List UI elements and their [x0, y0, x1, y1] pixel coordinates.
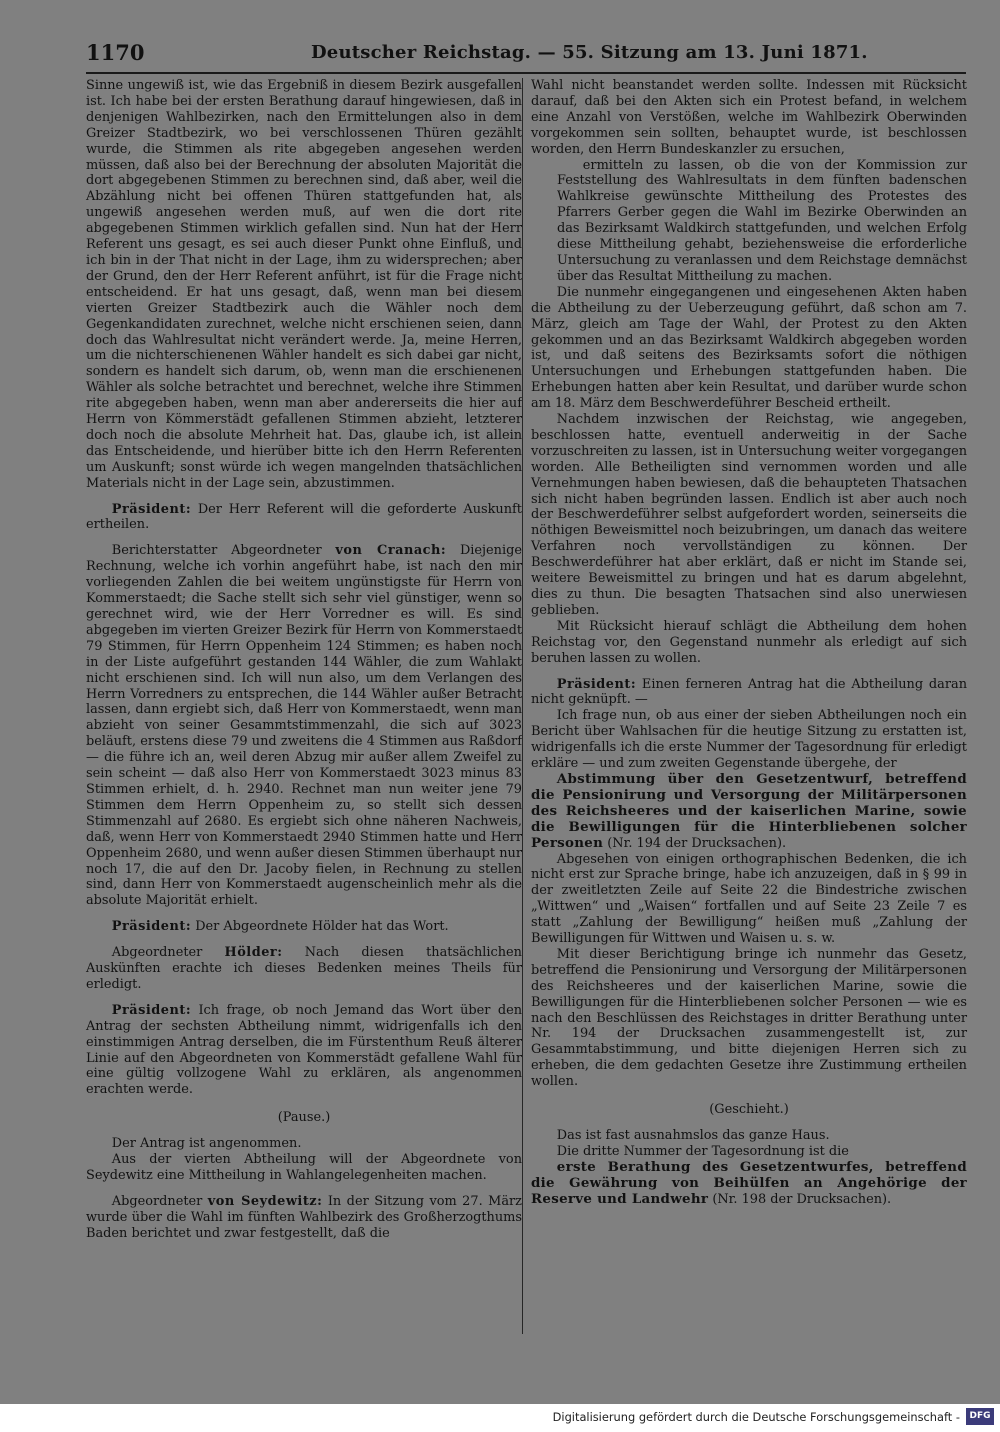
speaker-name: Präsident: — [111, 501, 192, 517]
paragraph: Mit dieser Berichtigung bringe ich nunmehr das Gesetz, betreffend die Pensionirung und Versorgung der Militärpersonen des Reichsheeres und der kaiserlichen Marine, sowie die Bewilligungen für die Hinterbliebenen solcher Personen — wie es nach den Beschlüssen des Reichstages in dritter Berathung unter Nr. 194 der Drucksachen zusammengestellt ist, zur Gesammtabstimmung, und bitte diejenigen Herren sich zu erheben, die dem gedachten Gesetze ihre Zustimmung ertheilen wollen. — [531, 946, 967, 1090]
agenda-title: erste Berathung des Gesetzentwurfes, betreffend die Gewährung von Beihülfen an Angehörige der Reserve und Landwehr — [531, 1158, 967, 1207]
speaker-name: von Seydewitz: — [207, 1193, 323, 1209]
paragraph — [86, 945, 522, 993]
paragraph — [86, 543, 522, 909]
paragraph: Die dritte Nummer der Tagesordnung ist die — [556, 1143, 849, 1159]
speaker-name: Präsident: — [111, 919, 192, 935]
quoted-resolution: ermitteln zu lassen, ob die von der Kommission zur Feststellung des Wahlresultats in dem fünften badenschen Wahlkreise gewünschte Mittheilung des Protestes des Pfarrers Gerber gegen die Wahl im Bezirke Oberwinden an das Bezirksamt Waldkirch stattgefunden, und welchen Erfolg diese Mittheilung gehabt, beziehensweise die erforderliche Untersuchung zu veranlassen und dem Reichstage demnächst über das Resultat Mittheilung zu machen. — [557, 157, 967, 284]
speech-text: Nach diesen thatsächlichen Auskünften erachte ich dieses Bedenken meines Theils für erledigt. — [86, 945, 522, 992]
paragraph — [86, 1003, 522, 1098]
running-title: Deutscher Reichstag. — 55. Sitzung am 13. Juni 1871. — [311, 42, 868, 63]
speaker-role: Berichterstatter Abgeordneter — [111, 543, 322, 559]
speaker-name: Hölder: — [224, 945, 283, 961]
speech-text: Einen ferneren Antrag hat die Abtheilung daran nicht geknüpft. — — [531, 676, 967, 708]
speaker-name: Präsident: — [111, 1002, 192, 1018]
dfg-logo: DFG — [966, 1408, 994, 1425]
speech-text: Der Abgeordnete Hölder hat das Wort. — [195, 919, 449, 935]
paragraph: Ich frage nun, ob aus einer der sieben Abtheilungen noch ein Bericht über Wahlsachen für die heutige Sitzung zu erstatten ist, widrigenfalls ich die erste Nummer der Tagesordnung für erledigt erkläre — und zum zweiten Gegenstande übergehe, der — [531, 708, 967, 772]
paragraph: Sinne ungewiß ist, wie das Ergebniß in diesem Bezirk ausgefallen ist. Ich habe bei der ersten Berathung darauf hingewiesen, daß in denjenigen Wahlbezirken, nach den Ermittelungen also in dem Greizer Stadtbezirk, wo bei verschlossenen Thüren gezählt wurde, die Stimmen als rite abgegeben angesehen werden müssen, daß also bei der Berechnung der absoluten Majorität die dort abgegebenen Stimmen zu berechnen sind, daß aber, weil die Abzählung nicht bei offenen Thüren stattgefunden hat, als ungewiß angesehen werden muß, auf wen die dort rite abgegebenen Stimmen wirklich gefallen sind. Nun hat der Herr Referent uns gesagt, es sei auch dieser Punkt ohne Einfluß, und ich bin in der That nicht in der Lage, ihm zu widersprechen; aber der Grund, den der Herr Referent anführt, ist für die Frage nicht entscheidend. Er hat uns gesagt, daß, wenn man bei diesem vierten Greizer Stadtbezirk auch die Wähler noch dem Gegenkandidaten zurechnet, welche nicht erschienen seien, dann doch das Wahlresultat nicht verändert werde. Ja, meine Herren, um die nichterschienenen Wähler handelt es sich dabei gar nicht, sondern es handelt sich darum, ob, wenn man die erschienenen Wähler als solche betrachtet und berechnet, welche ihre Stimmen rite abgegeben haben, wenn man aber andererseits die hier auf Herrn von Kömmerstädt gefallenen Stimmen abzieht, letzterer doch noch die absolute Mehrheit hat. Das, glaube ich, ist allein das Entscheidende, und hierüber bitte ich den Herrn Referenten um Auskunft; sonst würde ich wegen mangelnden thatsächlichen Materials nicht in der Lage sein, abzustimmen. — [86, 78, 522, 491]
speech-text: Der Herr Referent will die geforderte Auskunft ertheilen. — [86, 501, 522, 533]
stage-direction: (Pause.) — [277, 1110, 331, 1126]
agenda-item — [531, 772, 967, 852]
speech-text: In der Sitzung vom 27. März wurde über die Wahl im fünften Wahlbezirk des Großherzogthums Baden berichtet und zwar festgestellt, daß die — [86, 1193, 522, 1241]
speaker-role: Abgeordneter — [111, 945, 203, 961]
speaker-name: Präsident: — [556, 676, 637, 692]
footer-bar — [0, 1404, 1000, 1432]
page-number: 1170 — [86, 40, 145, 65]
column-divider — [522, 78, 523, 1334]
paragraph — [531, 677, 967, 709]
paragraph — [86, 919, 522, 935]
speech-text: Diejenige Rechnung, welche ich vorhin angeführt habe, ist nach den mir vorliegenden Zahlen die bei weitem ungünstigste für Herrn von Kommerstaedt; die Sache stellt sich sehr viel günstiger, wenn so gerechnet wird, wie der Herr Vorredner es will. Es sind abgegeben im vierten Greizer Bezirk für Herrn von Kommerstaedt 79 Stimmen, für Herrn Oppenheim 124 Stimmen; es haben noch in der Liste aufgeführt gestanden 144 Wähler, die zum Wahlakt nicht erschienen sind. Ich will nun also, um dem Verlangen des Herrn Vorredners zu entsprechen, die 144 Wähler außer Betracht lassen, dann ergiebt sich, daß Herr von Kommerstaedt, wenn man abzieht von seiner Gesammtstimmenzahl, die sich auf 3023 beläuft, erstens diese 79 und zweitens die 4 Stimmen aus Raßdorf — die führe ich an, weil deren Abzug mir außer allem Zweifel zu sein scheint — daß also Herr von Kommerstaedt 3023 minus 83 Stimmen erhielt, d. h. 2940. Rechnet man nun weiter jene 79 Stimmen dem Herrn Oppenheim zu, so stellt sich dessen Stimmenzahl auf 2680. Es ergiebt sich ohne näheren Nachweis, daß, wenn Herr von Kommerstaedt 2940 Stimmen hatte und Herr Oppenheim 2680, und wenn außer diesen Stimmen überhaupt nur noch 17, die auf den Dr. Jacoby fielen, in Rechnung zu stellen sind, dann Herr von Kommerstaedt augenscheinlich mehr als die absolute Majorität erhielt. — [86, 543, 522, 909]
paragraph: Der Antrag ist angenommen. — [111, 1136, 302, 1152]
page-header — [86, 40, 966, 70]
speaker-name: von Cranach: — [335, 543, 447, 559]
agenda-item — [531, 1160, 967, 1208]
paragraph: Nachdem inzwischen der Reichstag, wie angegeben, beschlossen hatte, eventuell anderweitig in der Sache vorzuschreiten zu lassen, ist in Untersuchung weiter vorgegangen worden. Alle Betheiligten sind vernommen worden und alle Vernehmungen haben bewiesen, daß die behaupteten Thatsachen sich nicht haben begründen lassen. Endlich ist aber auch noch der Beschwerdeführer selbst aufgefordert worden, seinerseits die nöthigen Beweismittel noch beizubringen, um danach das weitere Verfahren noch vervollständigen zu können. Der Beschwerdeführer hat aber erklärt, daß er nicht im Stande sei, weitere Beweismittel zu bringen und hat es darum abgelehnt, dies zu thun. Die besagten Thatsachen sind also unerwiesen geblieben. — [531, 412, 967, 618]
agenda-reference: (Nr. 194 der Drucksachen). — [607, 835, 787, 851]
agenda-reference: (Nr. 198 der Drucksachen). — [712, 1191, 892, 1207]
speech-text: Ich frage, ob noch Jemand das Wort über den Antrag der sechsten Abtheilung nimmt, widrigenfalls ich den einstimmigen Antrag derselben, die im Fürstenthum Reuß älterer Linie auf den Abgeordneten von Kommerstädt gefallene Wahl für eine gültig vollzogene Wahl zu erklären, als angenommen erachten werde. — [86, 1002, 522, 1098]
funding-credit: Digitalisierung gefördert durch die Deutsche Forschungsgemeinschaft - — [552, 1410, 960, 1424]
left-column — [86, 78, 522, 1242]
agenda-title: Abstimmung über den Gesetzentwurf, betreffend die Pensionirung und Versorgung der Militärpersonen des Reichsheeres und der kaiserlichen Marine, sowie die Bewilligungen für die Hinterbliebenen solcher Personen — [531, 770, 967, 851]
right-column — [531, 78, 967, 1208]
header-rule — [86, 72, 966, 74]
paragraph: Abgesehen von einigen orthographischen Bedenken, die ich nicht erst zur Sprache bringe, habe ich anzuzeigen, daß in § 99 in der zweitletzten Zeile auf Seite 22 die Bindestriche zwischen „Wittwen“ und „Waisen“ fortfallen und auf Seite 23 Zeile 7 es statt „Zahlung der Bewilligung“ heißen muß „Zahlung der Bewilligungen für Wittwen und Waisen u. s. w. — [531, 851, 967, 947]
stage-direction: (Geschieht.) — [709, 1102, 789, 1118]
paragraph — [86, 502, 522, 534]
paragraph: Das ist fast ausnahmslos das ganze Haus. — [556, 1128, 830, 1143]
paragraph: Wahl nicht beanstandet werden sollte. Indessen mit Rücksicht darauf, daß bei den Akten sich ein Protest befand, in welchem eine Anzahl von Verstößen, welche im Wahlbezirk Oberwinden vorgekommen sein sollten, behauptet wurde, ist beschlossen worden, den Herrn Bundeskanzler zu ersuchen, — [531, 78, 967, 157]
paragraph: Mit Rücksicht hierauf schlägt die Abtheilung dem hohen Reichstag vor, den Gegenstand nunmehr als erledigt auf sich beruhen lassen zu wollen. — [531, 618, 967, 666]
speaker-role: Abgeordneter — [111, 1193, 203, 1209]
paragraph: Die nunmehr eingegangenen und eingesehenen Akten haben die Abtheilung zu der Ueberzeugung geführt, daß schon am 7. März, gleich am Tage der Wahl, der Protest zu den Akten gekommen und an das Bezirksamt Waldkirch abgegeben worden ist, und daß seitens des Bezirksamts sofort die nöthigen Untersuchungen und Erhebungen stattgefunden haben. Die Erhebungen hatten aber kein Resultat, und darüber wurde schon am 18. März dem Beschwerdeführer Bescheid ertheilt. — [531, 284, 967, 412]
paragraph: Aus der vierten Abtheilung will der Abgeordnete von Seydewitz eine Mittheilung in Wahlangelegenheiten machen. — [86, 1152, 522, 1183]
paragraph — [86, 1194, 522, 1242]
